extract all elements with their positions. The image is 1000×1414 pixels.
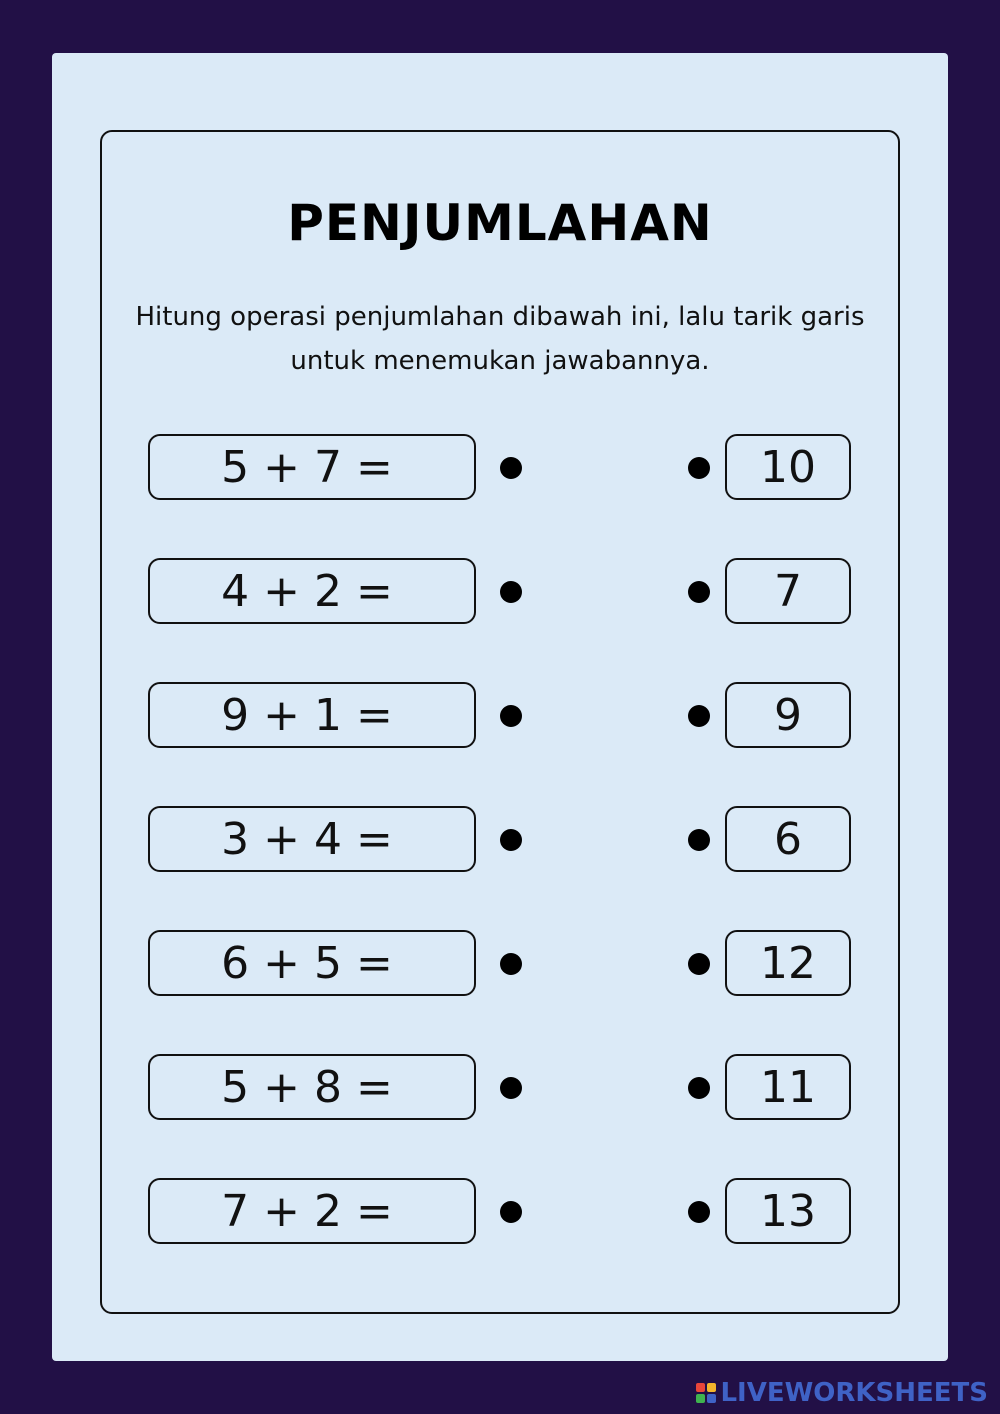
answer-dot[interactable] [688, 1077, 710, 1099]
question-box: 7 + 2 = [148, 1178, 476, 1244]
answer-dot[interactable] [688, 953, 710, 975]
worksheet-instructions: Hitung operasi penjumlahan dibawah ini, lalu tarik garis untuk menemukan jawabannya. [135, 302, 865, 376]
question-dot[interactable] [500, 1201, 522, 1223]
answer-box: 7 [725, 558, 851, 624]
answer-dot[interactable] [688, 581, 710, 603]
answer-box: 6 [725, 806, 851, 872]
answer-box: 9 [725, 682, 851, 748]
question-box: 4 + 2 = [148, 558, 476, 624]
question-dot[interactable] [500, 457, 522, 479]
answer-box: 13 [725, 1178, 851, 1244]
question-box: 5 + 7 = [148, 434, 476, 500]
question-dot[interactable] [500, 1077, 522, 1099]
worksheet-title: PENJUMLAHAN [287, 194, 713, 252]
question-dot[interactable] [500, 953, 522, 975]
answer-dot[interactable] [688, 457, 710, 479]
question-box: 9 + 1 = [148, 682, 476, 748]
answer-box: 12 [725, 930, 851, 996]
question-dot[interactable] [500, 581, 522, 603]
liveworksheets-watermark[interactable] [696, 1378, 988, 1408]
question-dot[interactable] [500, 705, 522, 727]
question-dot[interactable] [500, 829, 522, 851]
liveworksheets-logo-icon [696, 1383, 716, 1403]
answer-box: 11 [725, 1054, 851, 1120]
question-box: 5 + 8 = [148, 1054, 476, 1120]
question-box: 3 + 4 = [148, 806, 476, 872]
answer-dot[interactable] [688, 705, 710, 727]
answer-dot[interactable] [688, 1201, 710, 1223]
watermark-text: LIVEWORKSHEETS [720, 1378, 988, 1408]
question-box: 6 + 5 = [148, 930, 476, 996]
answer-box: 10 [725, 434, 851, 500]
answer-dot[interactable] [688, 829, 710, 851]
